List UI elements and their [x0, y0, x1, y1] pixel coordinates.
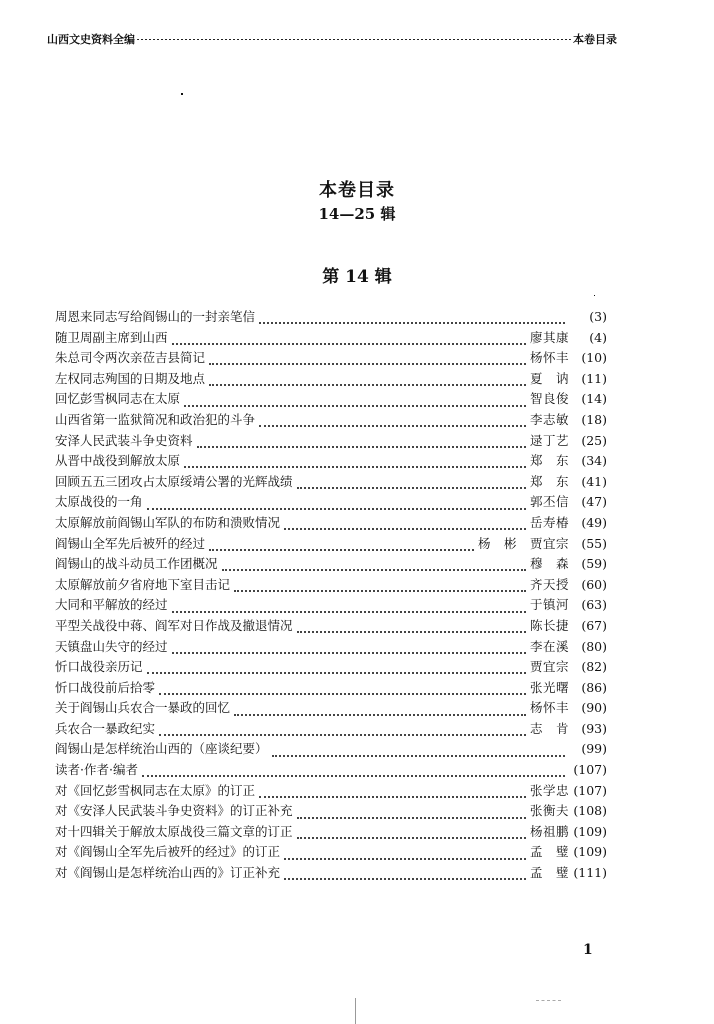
leader-dots: [259, 314, 565, 324]
leader-dots: [184, 458, 526, 468]
toc-title: 回忆彭雪枫同志在太原: [55, 391, 181, 407]
table-of-contents: [55, 307, 607, 884]
leader-dots: [284, 870, 526, 880]
toc-page: (41): [581, 473, 607, 489]
toc-title: 平型关战役中蒋、阎军对日作战及撤退情况: [55, 617, 293, 633]
scan-speck: [594, 295, 595, 296]
toc-page: (107): [573, 762, 607, 778]
toc-entry[interactable]: [55, 451, 607, 472]
toc-entry[interactable]: [55, 554, 607, 575]
toc-entry[interactable]: [55, 575, 607, 596]
leader-dots: [209, 541, 474, 551]
leader-dots: [197, 438, 526, 448]
leader-dots: [259, 788, 526, 798]
toc-title: 阎锡山的战斗动员工作团概况: [55, 556, 218, 572]
toc-page: (108): [573, 803, 607, 819]
toc-entry[interactable]: [55, 410, 607, 431]
toc-page: (67): [581, 617, 607, 633]
toc-title: 太原战役的一角: [55, 494, 143, 510]
toc-page: (63): [581, 597, 607, 613]
leader-dots: [272, 747, 565, 757]
toc-entry[interactable]: [55, 431, 607, 452]
toc-entry[interactable]: [55, 760, 607, 781]
toc-entry[interactable]: [55, 616, 607, 637]
scan-mark: [536, 1000, 561, 1002]
toc-author: 陈长捷: [529, 617, 569, 633]
toc-entry[interactable]: [55, 369, 607, 390]
toc-author: 岳寿椿: [529, 514, 569, 530]
toc-page: (109): [573, 844, 607, 860]
page-title: 本卷目录: [319, 180, 395, 201]
toc-page: (49): [581, 514, 607, 530]
leader-dots: [209, 376, 526, 386]
toc-author: 夏 讷: [529, 370, 569, 386]
toc-title: 朱总司令两次亲莅吉县简记: [55, 350, 206, 366]
leader-dots: [147, 664, 526, 674]
toc-page: (18): [581, 411, 607, 427]
toc-author: 于镇河: [529, 597, 569, 613]
toc-page: (59): [581, 556, 607, 572]
toc-author: 李志敏: [529, 411, 569, 427]
toc-author: 李在溪: [529, 638, 569, 654]
toc-author: 张衡夫: [529, 803, 569, 819]
toc-entry[interactable]: [55, 657, 607, 678]
toc-entry[interactable]: [55, 739, 607, 760]
toc-page: (47): [581, 494, 607, 510]
toc-page: (11): [581, 370, 607, 386]
leader-dots: [234, 706, 526, 716]
toc-page: (80): [581, 638, 607, 654]
toc-title: 对《安泽人民武装斗争史资料》的订正补充: [55, 803, 293, 819]
volume-range: 14—25 辑: [318, 205, 396, 223]
toc-page: (4): [589, 329, 607, 345]
toc-title: 对《阎锡山是怎样统治山西的》订正补充: [55, 865, 281, 881]
leader-dots: [159, 685, 526, 695]
toc-author: 郭丕信: [529, 494, 569, 510]
toc-author: 贾宜宗: [529, 659, 569, 675]
toc-title: 读者·作者·编者: [55, 762, 138, 778]
toc-page: (90): [581, 700, 607, 716]
toc-entry[interactable]: [55, 307, 607, 328]
toc-entry[interactable]: [55, 513, 607, 534]
leader-dots: [259, 417, 526, 427]
leader-dots: [284, 520, 526, 530]
section-heading: 第 14 辑: [322, 267, 392, 287]
toc-page: (109): [573, 823, 607, 839]
leader-dots: [297, 479, 526, 489]
running-head: [47, 31, 617, 47]
running-head-right: 本卷目录: [573, 33, 617, 46]
toc-page: (10): [581, 350, 607, 366]
leader-dots: [297, 809, 526, 819]
toc-entry[interactable]: [55, 781, 607, 802]
leader-dots: [222, 561, 526, 571]
leader-dots: [297, 623, 526, 633]
toc-author: 逯丁艺: [529, 432, 569, 448]
leader-dots: [172, 644, 526, 654]
toc-page: (55): [581, 535, 607, 551]
toc-title: 兵农合一暴政纪实: [55, 720, 156, 736]
leader-dots: [284, 850, 526, 860]
toc-page: (25): [581, 432, 607, 448]
leader-dots: [209, 355, 526, 365]
toc-entry[interactable]: [55, 472, 607, 493]
toc-title: 对十四辑关于解放太原战役三篇文章的订正: [55, 823, 293, 839]
leader-dots: [159, 726, 526, 736]
toc-page: (93): [581, 720, 607, 736]
toc-title: 回顾五五三团攻占太原绥靖公署的光辉战绩: [55, 473, 293, 489]
toc-author: 郑 东: [529, 473, 569, 489]
toc-entry[interactable]: [55, 492, 607, 513]
leader-dots: [297, 829, 526, 839]
toc-entry[interactable]: [55, 637, 607, 658]
gutter-line: [355, 998, 356, 1024]
leader-dots: [172, 335, 526, 345]
toc-author: 廖其康: [529, 329, 569, 345]
toc-author: 张光曙: [529, 679, 569, 695]
toc-title: 阎锡山全军先后被歼的经过: [55, 535, 206, 551]
toc-entry[interactable]: [55, 698, 607, 719]
toc-title: 左权同志殉国的日期及地点: [55, 370, 206, 386]
toc-title: 随卫周副主席到山西: [55, 329, 168, 345]
toc-title: 安泽人民武装斗争史资料: [55, 432, 193, 448]
toc-page: (14): [581, 391, 607, 407]
toc-page: (107): [573, 782, 607, 798]
toc-entry[interactable]: [55, 863, 607, 884]
toc-author: 杨 彬 贾宜宗: [477, 535, 569, 551]
leader-dots: [147, 500, 526, 510]
toc-author: 智良俊: [529, 391, 569, 407]
toc-entry[interactable]: [55, 678, 607, 699]
toc-title: 从晋中战役到解放太原: [55, 453, 181, 469]
toc-entry[interactable]: [55, 801, 607, 822]
leader-dots: [142, 767, 565, 777]
toc-title: 周恩来同志写给阎锡山的一封亲笔信: [55, 309, 256, 324]
toc-entry[interactable]: [55, 328, 607, 349]
toc-author: 张学忠: [529, 782, 569, 798]
toc-title: 山西省第一监狱简况和政治犯的斗争: [55, 411, 256, 427]
toc-title: 忻口战役前后拾零: [55, 679, 156, 695]
toc-author: 杨怀丰: [529, 350, 569, 366]
toc-entry[interactable]: [55, 348, 607, 369]
toc-title: 关于阎锡山兵农合一暴政的回忆: [55, 700, 231, 716]
toc-title: 忻口战役亲历记: [55, 659, 143, 675]
toc-title: 太原解放前阎锡山军队的布防和溃败情况: [55, 514, 281, 530]
toc-page: (3): [589, 309, 607, 324]
wavy-rule: [137, 36, 571, 42]
toc-title: 天镇盘山失守的经过: [55, 638, 168, 654]
toc-title: 对《回忆彭雪枫同志在太原》的订正: [55, 782, 256, 798]
toc-title: 太原解放前夕省府地下室目击记: [55, 576, 231, 592]
toc-page: (34): [581, 453, 607, 469]
toc-author: 孟 璧: [529, 865, 569, 881]
toc-author: 郑 东: [529, 453, 569, 469]
toc-author: 志 肯: [529, 720, 569, 736]
toc-author: 穆 森: [529, 556, 569, 572]
toc-page: (82): [581, 659, 607, 675]
toc-entry[interactable]: [55, 389, 607, 410]
toc-page: (99): [581, 741, 607, 757]
toc-entry[interactable]: [55, 534, 607, 555]
leader-dots: [172, 603, 526, 613]
toc-title: 对《阎锡山全军先后被歼的经过》的订正: [55, 844, 281, 860]
toc-author: 杨祖鹏: [529, 823, 569, 839]
toc-author: 孟 璧: [529, 844, 569, 860]
page-number: 1: [583, 942, 593, 958]
toc-title: 大同和平解放的经过: [55, 597, 168, 613]
toc-entry[interactable]: [55, 595, 607, 616]
running-head-left: 山西文史资料全编: [47, 33, 135, 46]
toc-title: 阎锡山是怎样统治山西的（座谈纪要）: [55, 741, 268, 757]
toc-entry[interactable]: [55, 822, 607, 843]
leader-dots: [184, 397, 526, 407]
toc-author: 齐天授: [529, 576, 569, 592]
toc-author: 杨怀丰: [529, 700, 569, 716]
toc-page: (86): [581, 679, 607, 695]
scan-speck: [181, 93, 183, 95]
toc-entry[interactable]: [55, 719, 607, 740]
leader-dots: [234, 582, 526, 592]
toc-page: (60): [581, 576, 607, 592]
toc-page: (111): [573, 865, 607, 881]
toc-entry[interactable]: [55, 842, 607, 863]
